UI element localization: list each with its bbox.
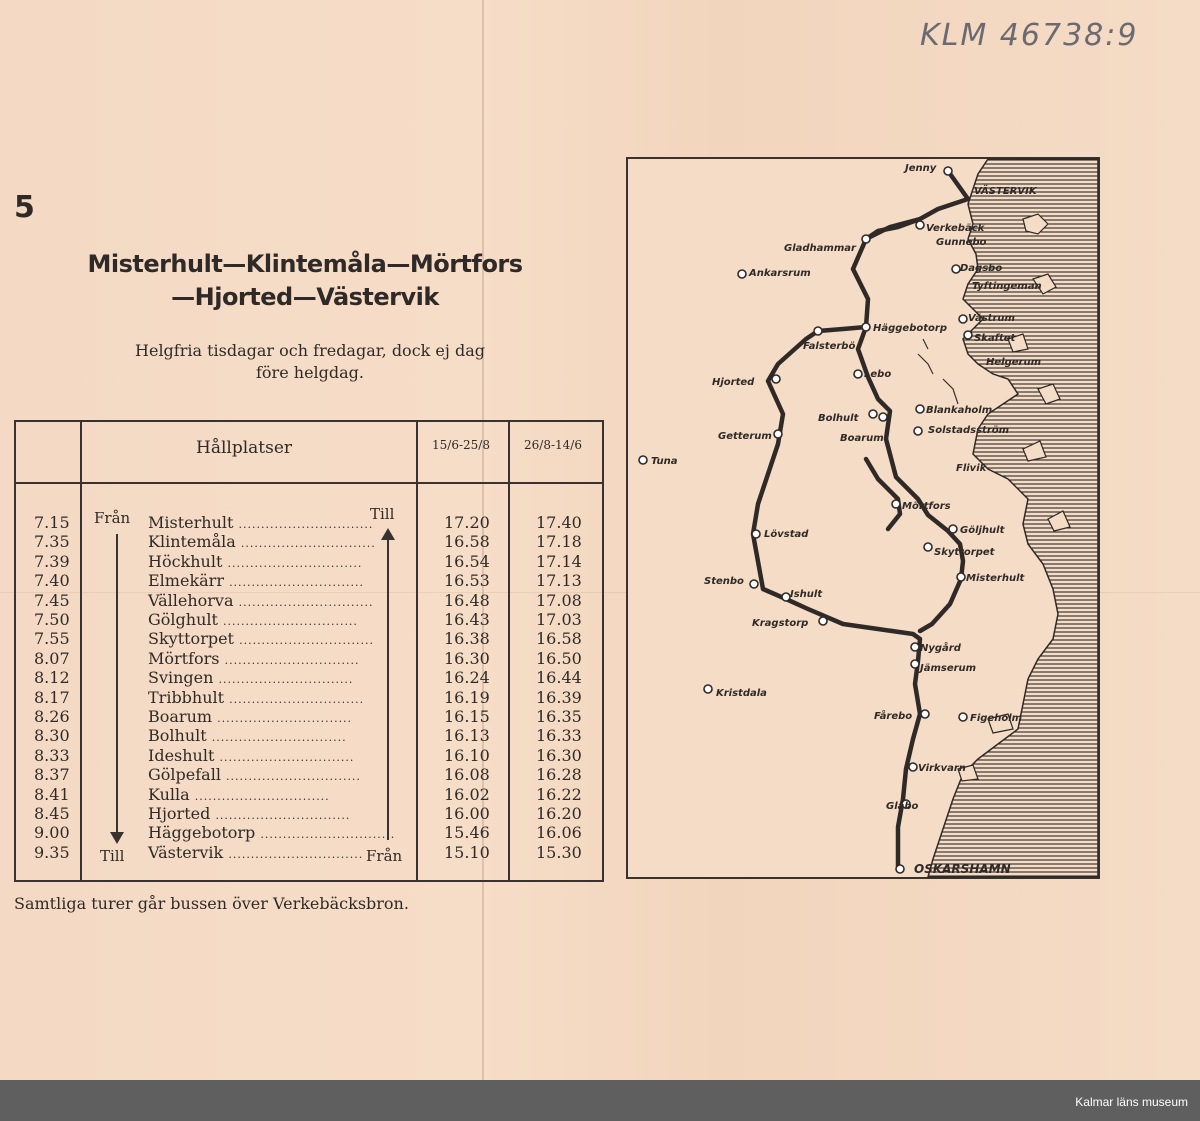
map-label-gunnebo: Gunnebo xyxy=(936,237,987,248)
header-period-summer: 15/6-25/8 xyxy=(432,438,490,452)
catalog-number: KLM 46738:9 xyxy=(920,18,1139,53)
return-time-winter: 16.39 xyxy=(536,687,582,707)
departure-time: 7.45 xyxy=(34,590,70,610)
return-time-summer: 16.48 xyxy=(444,590,490,610)
map-label-skaftet: Skaftet xyxy=(974,333,1016,344)
return-time-winter: 16.30 xyxy=(536,745,582,765)
leader-dots: .............................. xyxy=(238,518,374,531)
leader-dots: .............................. xyxy=(215,809,351,822)
page-number: 5 xyxy=(14,190,35,225)
timetable-divider xyxy=(508,422,510,880)
return-time-summer: 16.53 xyxy=(444,571,490,591)
departure-time: 8.33 xyxy=(34,745,70,765)
stop-name xyxy=(148,842,364,864)
stop-name xyxy=(148,571,364,592)
departure-time: 8.07 xyxy=(34,648,70,668)
stop-name-text: Vällehorva xyxy=(148,590,234,610)
stop-name-text: Kulla xyxy=(148,784,190,804)
leader-dots: .............................. xyxy=(260,828,396,842)
stop-name xyxy=(148,746,353,767)
timetable-divider xyxy=(416,422,418,880)
return-time-winter: 16.44 xyxy=(536,668,582,688)
map-label-ishult: Ishult xyxy=(790,589,823,600)
stop-name-text: Klintemåla xyxy=(148,532,236,552)
stop-name xyxy=(148,648,360,670)
return-time-summer: 15.46 xyxy=(444,823,490,843)
till-label-top: Till xyxy=(370,505,395,523)
map-label-kragstorp: Kragstorp xyxy=(752,618,809,629)
map-label-oskarshamn: OSKARSHAMN xyxy=(914,862,1011,876)
map-label-nygard: Nygård xyxy=(920,643,961,654)
stop-name xyxy=(148,707,353,728)
stop-name-text: Tribbhult xyxy=(148,687,225,707)
departure-time: 8.37 xyxy=(34,765,70,785)
map-label-blankaholm: Blankaholm xyxy=(926,405,993,416)
leader-dots: .............................. xyxy=(224,653,360,667)
leader-dots: .............................. xyxy=(229,576,364,590)
departure-time: 8.41 xyxy=(34,784,70,804)
return-time-winter: 16.33 xyxy=(536,726,582,746)
header-period-winter: 26/8-14/6 xyxy=(524,438,582,452)
stop-name xyxy=(148,765,361,786)
return-time-summer: 16.58 xyxy=(444,532,490,552)
footer-note: Samtliga turer går bussen över Verkebäcksbron. xyxy=(14,894,409,913)
leader-dots: .............................. xyxy=(217,712,353,725)
route-title-line-2: —Hjorted—Västervik xyxy=(171,283,439,311)
arrow-down-icon xyxy=(110,832,124,844)
leader-dots: .............................. xyxy=(218,673,354,687)
leader-dots: .............................. xyxy=(240,537,376,551)
arrow-up-icon xyxy=(381,528,395,540)
departure-time: 7.35 xyxy=(34,532,70,552)
return-time-winter: 16.22 xyxy=(536,784,582,804)
service-note xyxy=(60,340,560,384)
museum-watermark: Kalmar läns museum xyxy=(1075,1095,1188,1109)
leader-dots: .............................. xyxy=(229,692,365,706)
return-time-summer: 16.15 xyxy=(444,707,490,726)
stop-name xyxy=(148,668,353,689)
stop-name-text: Boarum xyxy=(148,707,213,726)
leader-dots: .............................. xyxy=(238,595,374,609)
return-time-winter: 17.03 xyxy=(536,610,582,629)
departure-time: 7.50 xyxy=(34,610,70,629)
route-map-drawing xyxy=(628,159,1098,877)
return-time-winter: 16.28 xyxy=(536,765,582,785)
map-label-vastervik: VÄSTERVIK xyxy=(974,186,1037,197)
return-arrow xyxy=(387,540,389,840)
stop-name-text: Ideshult xyxy=(148,745,215,765)
return-time-summer: 16.10 xyxy=(444,745,490,765)
stop-name xyxy=(148,551,363,573)
stop-name xyxy=(148,629,374,650)
return-time-winter: 17.14 xyxy=(536,551,582,571)
header-stops: Hållplatser xyxy=(196,438,293,458)
stop-name xyxy=(148,726,353,747)
route-map xyxy=(626,157,1100,879)
map-label-mortfors: Mörtfors xyxy=(902,501,951,512)
return-time-summer: 16.38 xyxy=(444,629,490,649)
leader-dots: .............................. xyxy=(226,770,361,784)
return-time-summer: 16.19 xyxy=(444,687,490,707)
departure-time: 7.39 xyxy=(34,551,70,571)
map-label-flivik: Flivik xyxy=(956,463,987,474)
departure-time: 8.26 xyxy=(34,707,70,726)
stop-name xyxy=(148,532,376,553)
stop-name xyxy=(148,804,353,825)
leader-dots: .............................. xyxy=(227,556,363,570)
map-label-vastrum: Västrum xyxy=(968,313,1015,324)
route-title-line-1: Misterhult—Klintemåla—Mörtfors xyxy=(87,250,523,278)
leader-dots: .............................. xyxy=(211,731,347,745)
map-label-farebo: Fårebo xyxy=(874,711,913,722)
leader-dots: .............................. xyxy=(219,750,355,764)
map-label-jamserum: Jämserum xyxy=(920,663,977,674)
till-label-bottom: Till xyxy=(100,847,125,865)
stop-name xyxy=(148,687,365,709)
return-time-winter: 16.50 xyxy=(536,648,582,668)
stop-name-text: Gölpefall xyxy=(148,765,221,785)
timetable-header-rule xyxy=(16,482,602,484)
return-time-winter: 17.13 xyxy=(536,571,582,591)
return-time-summer: 16.30 xyxy=(444,648,490,668)
stop-name-text: Elmekärr xyxy=(148,571,224,591)
stop-name-text: Misterhult xyxy=(148,513,234,532)
map-label-lebo: Lebo xyxy=(864,369,892,380)
stop-name-text: Höckhult xyxy=(148,551,223,571)
map-label-skyttorpet: Skyttorpet xyxy=(934,547,995,558)
return-time-summer: 16.02 xyxy=(444,784,490,804)
map-label-bolhult: Bolhult xyxy=(818,413,859,424)
stop-name-text: Skyttorpet xyxy=(148,629,234,649)
map-label-getterum: Getterum xyxy=(718,431,772,442)
return-time-summer: 15.10 xyxy=(444,842,490,862)
departure-time: 9.35 xyxy=(34,842,70,862)
map-label-ankarsrum: Ankarsrum xyxy=(749,268,811,279)
stop-name-text: Svingen xyxy=(148,668,214,688)
stop-name-text: Västervik xyxy=(148,842,224,862)
timetable xyxy=(14,420,604,882)
map-label-boarum: Boarum xyxy=(840,433,884,444)
leader-dots: .............................. xyxy=(194,789,330,803)
map-label-verkeback: Verkebäck xyxy=(926,223,985,234)
stop-name xyxy=(148,513,374,534)
map-label-gladhammar: Gladhammar xyxy=(784,243,856,254)
leader-dots: .............................. xyxy=(223,615,358,628)
leader-dots: .............................. xyxy=(239,634,374,648)
stop-name-text: Hjorted xyxy=(148,804,211,823)
return-time-winter: 17.18 xyxy=(536,532,582,552)
map-label-tyftingeman: Tyftingeman xyxy=(972,281,1042,292)
stop-name xyxy=(148,590,374,612)
departure-time: 9.00 xyxy=(34,823,70,843)
return-time-summer: 16.13 xyxy=(444,726,490,746)
from-label-top: Från xyxy=(94,509,131,527)
departure-time: 8.45 xyxy=(34,804,70,823)
departure-time: 7.15 xyxy=(34,513,70,532)
map-label-figeholm: Figeholm xyxy=(970,713,1023,724)
map-label-stenbo: Stenbo xyxy=(704,576,744,587)
map-label-dagsbo: Dagsbo xyxy=(960,263,1003,274)
return-time-summer: 16.43 xyxy=(444,610,490,629)
service-note-line-1: Helgfria tisdagar och fredagar, dock ej dag xyxy=(135,341,485,360)
stop-name xyxy=(148,610,358,631)
stop-name xyxy=(148,785,353,806)
map-label-lovstad: Lövstad xyxy=(764,529,809,540)
return-time-winter: 16.35 xyxy=(536,707,582,726)
outbound-arrow xyxy=(116,534,118,836)
return-time-winter: 16.20 xyxy=(536,804,582,823)
departure-time: 8.17 xyxy=(34,687,70,707)
stop-name xyxy=(148,823,396,844)
museum-watermark-bar xyxy=(0,1080,1200,1121)
map-label-tuna: Tuna xyxy=(651,456,678,467)
return-time-winter: 15.30 xyxy=(536,842,582,862)
map-label-helgerum: Helgerum xyxy=(986,357,1041,368)
departure-time: 7.55 xyxy=(34,629,70,649)
return-time-summer: 16.54 xyxy=(444,551,490,571)
map-label-jenny: Jenny xyxy=(905,163,937,174)
departure-time: 8.30 xyxy=(34,726,70,746)
map-label-haggebotorp: Häggebotorp xyxy=(873,323,947,334)
service-note-line-2: före helgdag. xyxy=(256,363,364,382)
return-time-winter: 17.40 xyxy=(536,513,582,532)
stop-name-text: Bolhult xyxy=(148,726,207,746)
timetable-divider xyxy=(80,422,82,880)
stop-name-text: Mörtfors xyxy=(148,648,220,668)
map-label-kristdala: Kristdala xyxy=(716,688,767,699)
leader-dots: .............................. xyxy=(228,847,364,861)
map-label-golhult: Göljhult xyxy=(960,525,1005,536)
departure-time: 8.12 xyxy=(34,668,70,688)
map-label-hjorted: Hjorted xyxy=(712,377,755,388)
departure-time: 7.40 xyxy=(34,571,70,591)
stop-name-text: Gölghult xyxy=(148,610,218,629)
return-time-summer: 16.24 xyxy=(444,668,490,688)
return-time-summer: 16.08 xyxy=(444,765,490,785)
return-time-summer: 17.20 xyxy=(444,513,490,532)
return-time-winter: 16.06 xyxy=(536,823,582,843)
map-label-glabo: Glabo xyxy=(886,801,919,812)
map-label-misterhult: Misterhult xyxy=(966,573,1025,584)
return-time-summer: 16.00 xyxy=(444,804,490,823)
map-label-solstadstrom: Solstadsström xyxy=(928,425,1010,436)
route-line-west xyxy=(753,327,920,869)
stop-name-text: Häggebotorp xyxy=(148,823,256,843)
map-label-virkvarn: Virkvarn xyxy=(918,763,966,774)
map-label-falsterbo: Falsterbö xyxy=(803,341,856,352)
from-label-bottom: Från xyxy=(366,847,403,865)
return-time-winter: 16.58 xyxy=(536,629,582,649)
return-time-winter: 17.08 xyxy=(536,590,582,610)
